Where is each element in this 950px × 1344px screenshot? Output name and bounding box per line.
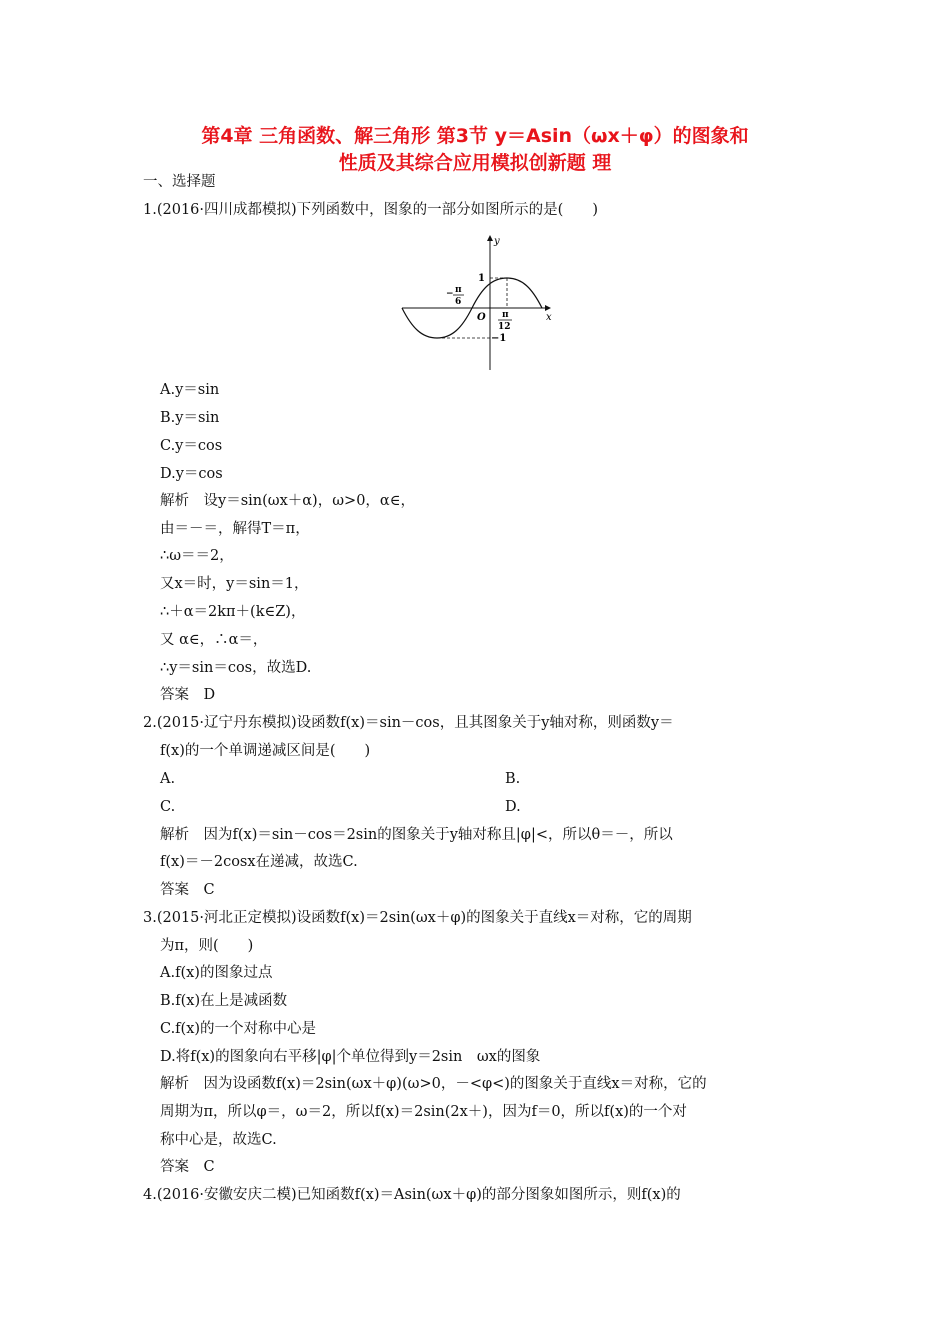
q1-analysis-line-7: ∴y＝sin＝cos，故选D. (160, 660, 312, 676)
q1-option-d: D.y＝cos (160, 466, 223, 482)
q3-analysis-line-3: 称中心是，故选C. (160, 1132, 277, 1148)
question-4-stem-line-1: 4.(2016·安徽安庆二模)已知函数f(x)＝Asin(ωx＋φ)的部分图象如图所示，则f(x)的 (143, 1187, 681, 1203)
q3-option-d: D.将f(x)的图象向右平移|φ|个单位得到y＝2sin ωx的图象 (160, 1049, 541, 1065)
q3-option-b: B.f(x)在上是减函数 (160, 993, 288, 1009)
section-heading: 一、选择题 (143, 174, 216, 190)
q3-answer: 答案 C (160, 1159, 215, 1175)
title-line-2: 性质及其综合应用模拟创新题 理 (338, 152, 612, 174)
document-title (100, 123, 850, 177)
q1-option-b: B.y＝sin (160, 410, 220, 426)
q1-option-c: C.y＝cos (160, 438, 223, 454)
question-2-stem-line-1: 2.(2015·辽宁丹东模拟)设函数f(x)＝sin－cos，且其图象关于y轴对称，则函数y＝ (143, 715, 674, 731)
x-axis-label: x (546, 312, 552, 323)
q1-analysis-line-5: ∴＋α＝2kπ＋(k∈Z)， (160, 604, 306, 620)
q3-option-a: A.f(x)的图象过点 (160, 965, 273, 981)
q2-option-d: D. (505, 799, 521, 815)
y-neg-one-label: −1 (491, 333, 507, 344)
question-1-stem: 1.(2016·四川成都模拟)下列函数中，图象的一部分如图所示的是( ) (143, 202, 598, 218)
question-3-stem-line-2: 为π，则( ) (160, 938, 254, 954)
q1-option-a: A.y＝sin (160, 382, 220, 398)
question-3-stem-line-1: 3.(2015·河北正定模拟)设函数f(x)＝2sin(ωx＋φ)的图象关于直线x＝对称，它的周期 (143, 910, 692, 926)
q2-analysis-line-2: f(x)＝－2cosx在递减，故选C. (160, 854, 358, 870)
y-one-label: 1 (478, 273, 485, 284)
q1-analysis-line-3: ∴ω＝＝2， (160, 548, 234, 564)
question-2-stem-line-2: f(x)的一个单调递减区间是( ) (160, 743, 371, 759)
q2-option-a: A. (160, 771, 176, 787)
q1-answer: 答案 D (160, 687, 216, 703)
left-tick-numerator: π (455, 285, 462, 295)
right-tick-numerator: π (502, 310, 509, 320)
sine-graph-figure (398, 230, 558, 372)
q1-analysis-line-6: 又 α∈，∴α＝， (160, 632, 268, 648)
title-line-1: 第4章 三角函数、解三角形 第3节 y＝Asin（ωx＋φ）的图象和 (201, 125, 749, 147)
q1-analysis-line-4: 又x＝时，y＝sin＝1， (160, 576, 309, 592)
left-tick-denominator: 6 (455, 297, 462, 307)
right-tick-denominator: 12 (498, 322, 511, 332)
q3-option-c: C.f(x)的一个对称中心是 (160, 1021, 317, 1037)
q2-analysis-line-1: 解析 因为f(x)＝sin－cos＝2sin的图象关于y轴对称且|φ|<，所以θ＝－，所以 (160, 827, 673, 843)
origin-label: O (477, 312, 486, 323)
q3-analysis-line-2: 周期为π，所以φ＝，ω＝2，所以f(x)＝2sin(2x＋)，因为f＝0，所以f(x)的一个对 (160, 1104, 687, 1120)
q1-analysis-line-2: 由＝－＝，解得T＝π， (160, 521, 310, 537)
y-axis-label: y (494, 236, 500, 247)
q2-answer: 答案 C (160, 882, 215, 898)
left-tick-sign: − (446, 289, 454, 299)
q3-analysis-line-1: 解析 因为设函数f(x)＝2sin(ωx＋φ)(ω>0，－<φ<)的图象关于直线x＝对称，它的 (160, 1076, 707, 1092)
q2-option-b: B. (505, 771, 521, 787)
q2-option-c: C. (160, 799, 176, 815)
q1-analysis-line-1: 解析 设y＝sin(ωx＋α)，ω>0，α∈， (160, 493, 415, 509)
